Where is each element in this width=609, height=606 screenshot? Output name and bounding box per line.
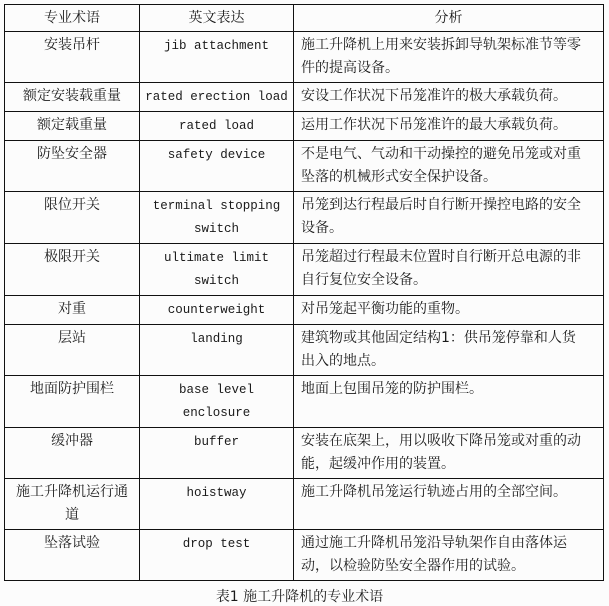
header-row [5,5,604,32]
analysis-cell: 不是电气、气动和干动操控的避免吊笼或对重坠落的机械形式安全保护设备。 [294,141,604,192]
english-cell: jib attachment [140,32,294,83]
analysis-cell: 运用工作状况下吊笼准许的最大承载负荷。 [294,112,604,141]
term-cell: 层站 [5,325,140,376]
terminology-table [4,4,604,581]
analysis-cell: 施工升降机吊笼运行轨迹占用的全部空间。 [294,479,604,530]
table-row [5,479,604,530]
analysis-cell: 安设工作状况下吊笼准许的极大承载负荷。 [294,83,604,112]
term-cell: 额定载重量 [5,112,140,141]
table-row [5,192,604,244]
header-analysis: 分析 [294,5,604,32]
term-cell: 安装吊杆 [5,32,140,83]
table-row [5,428,604,479]
analysis-cell: 安装在底架上，用以吸收下降吊笼或对重的动能，起缓冲作用的装置。 [294,428,604,479]
table-row [5,296,604,325]
table-row [5,32,604,83]
term-cell: 极限开关 [5,244,140,296]
table-row [5,141,604,192]
analysis-cell: 施工升降机上用来安装拆卸导轨架标准节等零件的提高设备。 [294,32,604,83]
english-cell: drop test [140,530,294,581]
english-cell: base level enclosure [140,376,294,428]
analysis-cell: 吊笼超过行程最末位置时自行断开总电源的非自行复位安全设备。 [294,244,604,296]
term-cell: 额定安装载重量 [5,83,140,112]
table-row [5,325,604,376]
analysis-cell: 地面上包围吊笼的防护围栏。 [294,376,604,428]
term-cell: 限位开关 [5,192,140,244]
table-row [5,244,604,296]
term-cell: 坠落试验 [5,530,140,581]
english-cell: buffer [140,428,294,479]
term-cell: 对重 [5,296,140,325]
english-cell: ultimate limit switch [140,244,294,296]
header-term: 专业术语 [5,5,140,32]
english-cell: terminal stopping switch [140,192,294,244]
term-cell: 地面防护围栏 [5,376,140,428]
analysis-cell: 通过施工升降机吊笼沿导轨架作自由落体运动，以检验防坠安全器作用的试验。 [294,530,604,581]
term-cell: 施工升降机运行通道 [5,479,140,530]
table-row [5,83,604,112]
table-row [5,530,604,581]
header-english: 英文表达 [140,5,294,32]
term-cell: 防坠安全器 [5,141,140,192]
english-cell: counterweight [140,296,294,325]
table-row [5,112,604,141]
analysis-cell: 对吊笼起平衡功能的重物。 [294,296,604,325]
english-cell: rated erection load [140,83,294,112]
english-cell: landing [140,325,294,376]
english-cell: safety device [140,141,294,192]
term-cell: 缓冲器 [5,428,140,479]
table-row [5,376,604,428]
table-caption: 表1 施工升降机的专业术语 [215,589,384,605]
analysis-cell: 建筑物或其他固定结构1：供吊笼停靠和人货出入的地点。 [294,325,604,376]
analysis-cell: 吊笼到达行程最后时自行断开操控电路的安全设备。 [294,192,604,244]
english-cell: hoistway [140,479,294,530]
english-cell: rated load [140,112,294,141]
